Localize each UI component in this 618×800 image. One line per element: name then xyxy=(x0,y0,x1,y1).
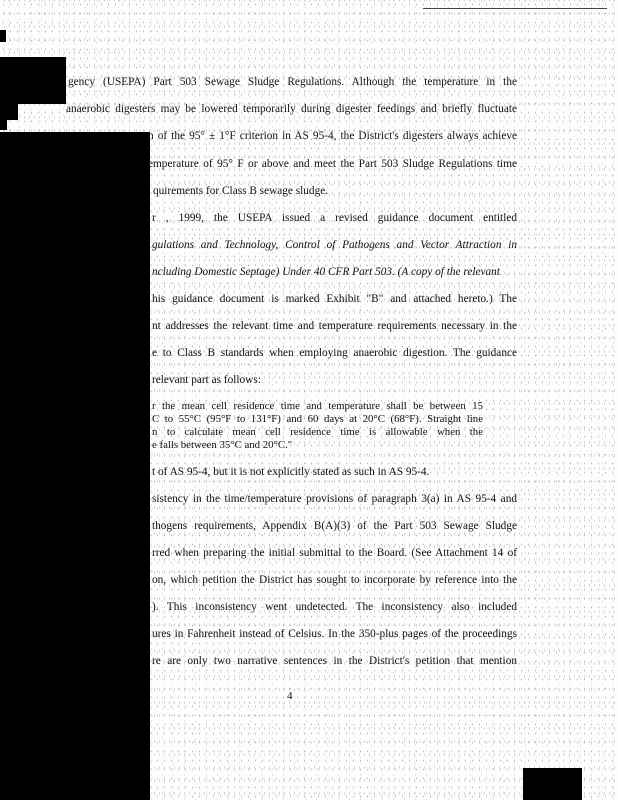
redaction-block-top xyxy=(0,57,66,104)
top-rule xyxy=(423,8,607,9)
redaction-block-left xyxy=(0,132,150,800)
paragraph-line: e to Class B standards when employing anaerobic digestion. The guidance xyxy=(152,347,517,359)
quote-line: e falls between 35°C and 20°C." xyxy=(152,439,293,451)
quote-line: C to 55°C (95°F to 131°F) and 60 days at 20°C (68°F). Straight line xyxy=(152,413,483,425)
scan-mark xyxy=(0,120,7,130)
paragraph-line: rred when preparing the initial submittal to the Board. (See Attachment 14 of xyxy=(152,547,517,559)
redaction-block-small xyxy=(0,104,18,120)
paragraph-line: t of AS 95-4, but it is not explicitly stated as such in AS 95-4. xyxy=(152,466,430,478)
paragraph-line: ). This inconsistency went undetected. The inconsistency also included xyxy=(152,601,517,613)
paragraph-line: quirements for Class B sewage sludge. xyxy=(153,185,329,197)
paragraph-line: anaerobic digesters may be lowered temporarily during digester feedings and briefly fluctuate xyxy=(66,103,517,115)
paragraph-line: on, which petition the District has sought to incorporate by reference into the xyxy=(152,574,517,586)
paragraph-line: ures in Fahrenheit instead of Celsius. In the 350-plus pages of the proceedings xyxy=(152,628,517,640)
paragraph-line: n of the 95° ± 1°F criterion in AS 95-4, the District's digesters always achieve xyxy=(148,130,517,142)
paragraph-line: emperature of 95° F or above and meet the Part 503 Sludge Regulations time xyxy=(148,158,517,170)
quote-line: n to calculate mean cell residence time is allowable when the xyxy=(152,426,483,438)
paragraph-line: sistency in the time/temperature provisions of paragraph 3(a) in AS 95-4 and xyxy=(152,493,517,505)
quote-line: r the mean cell residence time and temperature shall be between 15 xyxy=(152,400,483,412)
paragraph-line: nt addresses the relevant time and temperature requirements necessary in the xyxy=(152,320,517,332)
paragraph-line: r , 1999, the USEPA issued a revised guidance document entitled xyxy=(152,212,517,224)
paragraph-line: relevant part as follows: xyxy=(152,374,261,386)
page-number: 4 xyxy=(287,690,293,702)
paragraph-line: gency (USEPA) Part 503 Sewage Sludge Regulations. Although the temperature in the xyxy=(68,76,517,88)
redaction-block-corner xyxy=(523,768,582,800)
paragraph-line: re are only two narrative sentences in the District's petition that mention xyxy=(152,655,517,667)
scan-mark xyxy=(0,30,6,42)
paragraph-line: ncluding Domestic Septage) Under 40 CFR Part 503. (A copy of the relevant xyxy=(152,266,500,278)
paragraph-line: thogens requirements, Appendix B(A)(3) of the Part 503 Sewage Sludge xyxy=(152,520,517,532)
paragraph-line: gulations and Technology, Control of Pathogens and Vector Attraction in xyxy=(152,239,517,251)
paragraph-line: his guidance document is marked Exhibit "B" and attached hereto.) The xyxy=(152,293,517,305)
